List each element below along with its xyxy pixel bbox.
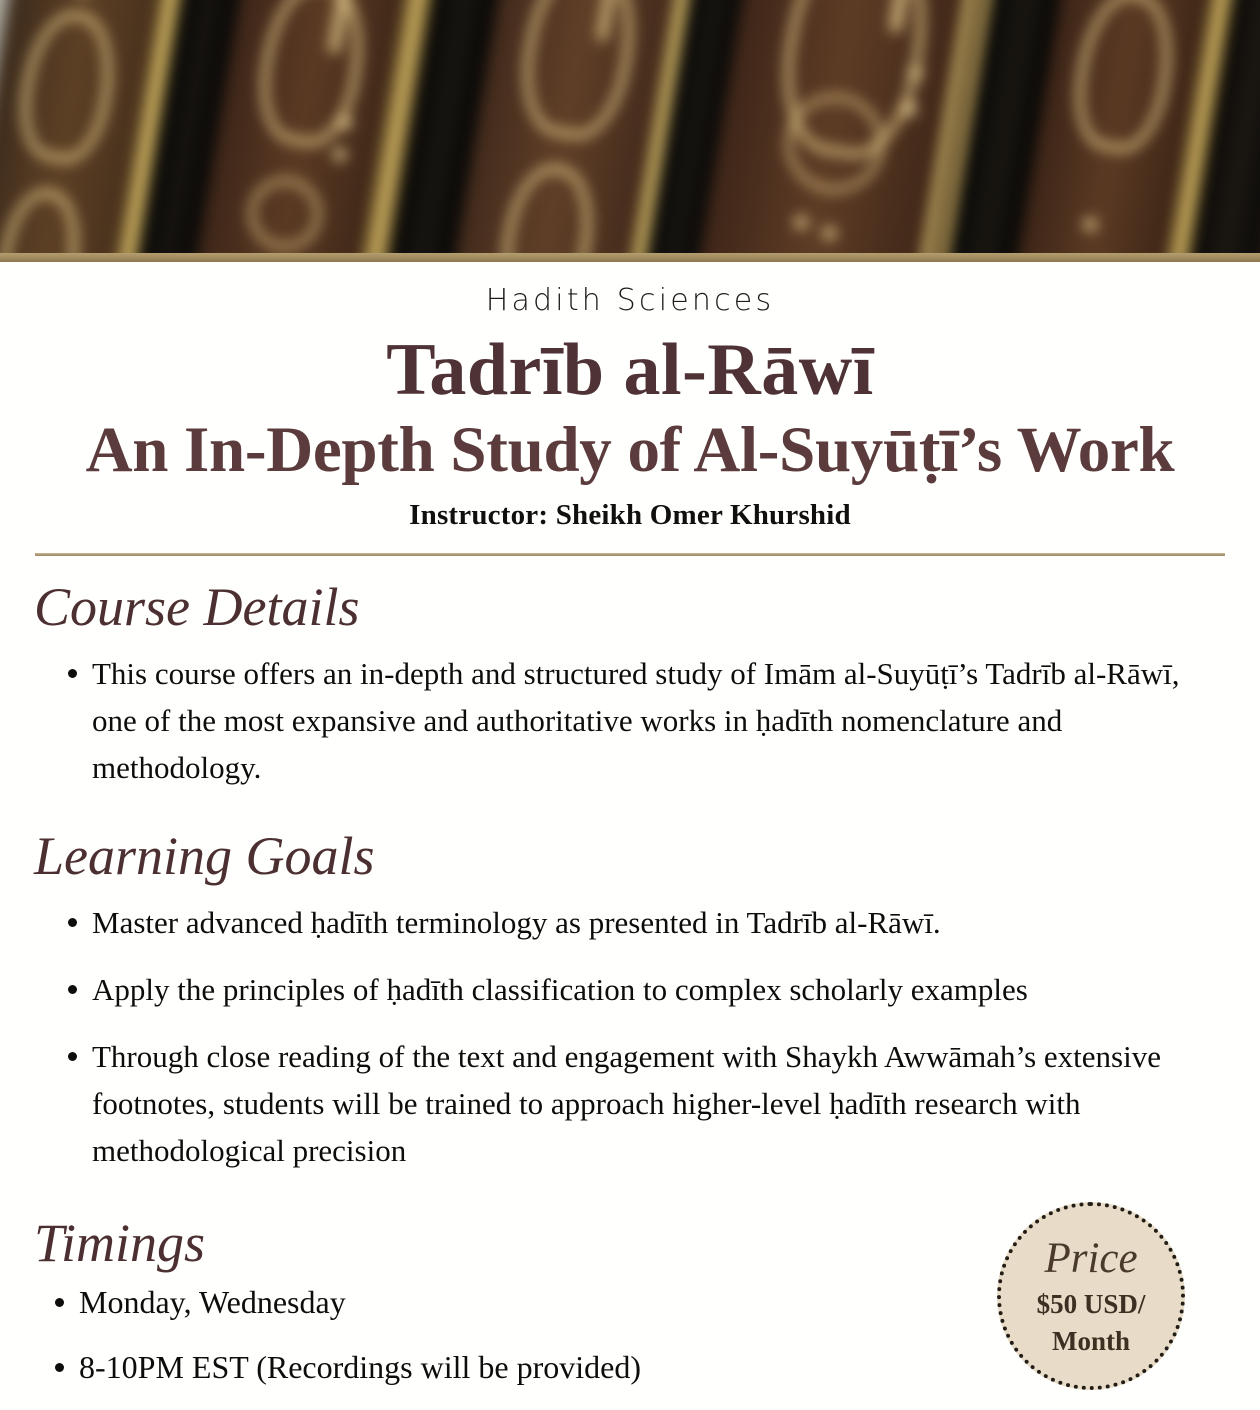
- list-item: Monday, Wednesday: [34, 1278, 1204, 1327]
- section-course-details: [0, 576, 1260, 791]
- hero-gold-band: [0, 253, 1260, 262]
- page-title: Tadrīb al-Rāwī: [386, 329, 874, 411]
- book-spines-photo: [0, 0, 1260, 262]
- price-badge-period: Month: [1051, 1325, 1130, 1356]
- hero-image: [0, 0, 1260, 262]
- price-badge-label: Price: [1044, 1235, 1138, 1283]
- list-item: Through close reading of the text and engagement with Shaykh Awwāmah’s extensive footnotes, students will be trained to approach higher-level ḥadīth research with methodological precision: [34, 1033, 1204, 1174]
- price-badge-amount: $50 USD/: [1036, 1289, 1146, 1320]
- section-heading-learning-goals: Learning Goals: [34, 825, 375, 886]
- list-item: Master advanced ḥadīth terminology as presented in Tadrīb al-Rāwī.: [34, 899, 1204, 946]
- instructor-line: Instructor: Sheikh Omer Khurshid: [409, 498, 851, 531]
- header-divider: [35, 553, 1225, 556]
- section-learning-goals: [0, 825, 1260, 1175]
- price-badge: [997, 1202, 1185, 1390]
- list-item: 8-10PM EST (Recordings will be provided): [34, 1343, 1204, 1392]
- list-item: Apply the principles of ḥadīth classification to complex scholarly examples: [34, 966, 1204, 1013]
- section-heading-timings: Timings: [34, 1213, 206, 1274]
- kicker-text: Hadith Sciences: [485, 283, 775, 318]
- section-heading-course-details: Course Details: [34, 576, 360, 637]
- list-item: This course offers an in-depth and structured study of Imām al-Suyūṭī’s Tadrīb al-Rāwī, one of the most expansive and authoritative works in ḥadīth nomenclature and methodology.: [34, 650, 1204, 791]
- title-block: [0, 262, 1260, 532]
- page-subtitle: An In-Depth Study of Al-Suyūṭī’s Work: [85, 413, 1175, 486]
- course-details-list: [34, 650, 1260, 791]
- learning-goals-list: [34, 899, 1260, 1175]
